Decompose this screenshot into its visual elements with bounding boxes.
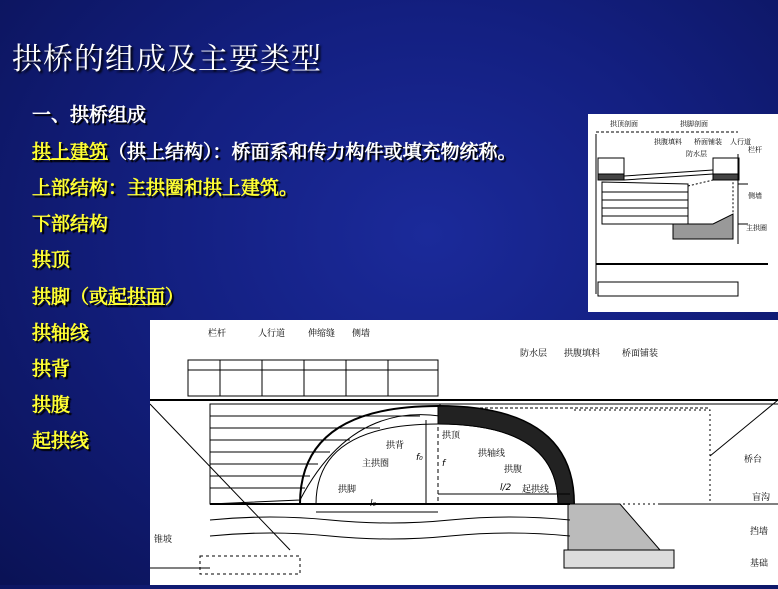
arch-bridge-elevation-figure — [150, 320, 778, 585]
term-superstructure-above-arch: 拱上建筑 — [32, 141, 109, 163]
definition-above-arch: （拱上结构）：桥面系和传力构件或填充物统称。 — [108, 141, 517, 163]
text-line-upper-structure: 上部结构：主拱圈和拱上建筑。 — [32, 177, 299, 199]
label-pavement: 桥面铺装 — [622, 349, 659, 359]
label-cone-slope: 锥坡 — [154, 535, 173, 545]
label-half-span: l/2 — [500, 483, 512, 493]
text-line-arch-axis: 拱轴线 — [32, 322, 90, 344]
label-side-wall: 侧墙 — [748, 192, 762, 200]
text-line-lower-structure: 下部结构 — [32, 213, 109, 235]
label-rise-f0: f₀ — [416, 453, 423, 463]
springing-text-b: ） — [165, 286, 185, 308]
text-line-superstructure-above-arch — [32, 137, 517, 164]
label-railing: 栏杆 — [208, 329, 227, 339]
cross-section-figure — [588, 114, 778, 312]
arch-bridge-elevation-drawing — [150, 320, 778, 585]
label-fill: 拱腹填料 — [564, 349, 601, 359]
label-waterproof: 防水层 — [686, 150, 707, 158]
text-line-springing-line: 起拱线 — [32, 430, 90, 452]
label-main-arch: 主拱圈 — [362, 459, 390, 469]
label-sidewalk: 人行道 — [730, 138, 751, 146]
label-main-arch: 主拱圈 — [746, 224, 767, 232]
label-rise-f: f — [442, 459, 446, 469]
label-springing-section: 拱脚剖面 — [680, 120, 708, 128]
label-springing-line: 起拱线 — [522, 485, 550, 495]
label-sidewalk: 人行道 — [258, 329, 286, 339]
label-waterproof: 防水层 — [520, 349, 548, 359]
text-line-crown: 拱顶 — [32, 249, 71, 271]
label-span-l0: l₀ — [370, 499, 377, 509]
text-line-intrados: 拱腹 — [32, 394, 71, 416]
label-pavement: 桥面铺装 — [694, 138, 722, 146]
text-line-extrados: 拱背 — [32, 358, 71, 380]
term-springing-face: 起拱面 — [108, 286, 166, 308]
text-line-springing — [32, 282, 184, 309]
label-expansion-joint: 伸缩缝 — [308, 329, 336, 339]
label-blind-ditch: 盲沟 — [752, 493, 771, 503]
label-railing: 栏杆 — [748, 146, 762, 154]
cross-section-drawing — [588, 114, 778, 312]
label-side-wall: 侧墙 — [352, 329, 371, 339]
label-crown-section: 拱顶剖面 — [610, 120, 638, 128]
slide-title: 拱桥的组成及主要类型 — [12, 42, 322, 77]
label-springing: 拱脚 — [338, 485, 357, 495]
label-intrados: 拱腹 — [504, 465, 523, 475]
springing-text-a: 拱脚（或 — [32, 286, 109, 308]
label-retaining-wall: 挡墙 — [750, 527, 769, 537]
label-fill: 拱腹填料 — [654, 138, 682, 146]
section-heading: 一、拱桥组成 — [32, 104, 147, 126]
label-foundation: 基础 — [750, 559, 769, 569]
label-abutment: 桥台 — [744, 455, 763, 465]
label-extrados: 拱背 — [386, 441, 405, 451]
label-crown: 拱顶 — [442, 431, 461, 441]
label-arch-axis: 拱轴线 — [478, 449, 506, 459]
